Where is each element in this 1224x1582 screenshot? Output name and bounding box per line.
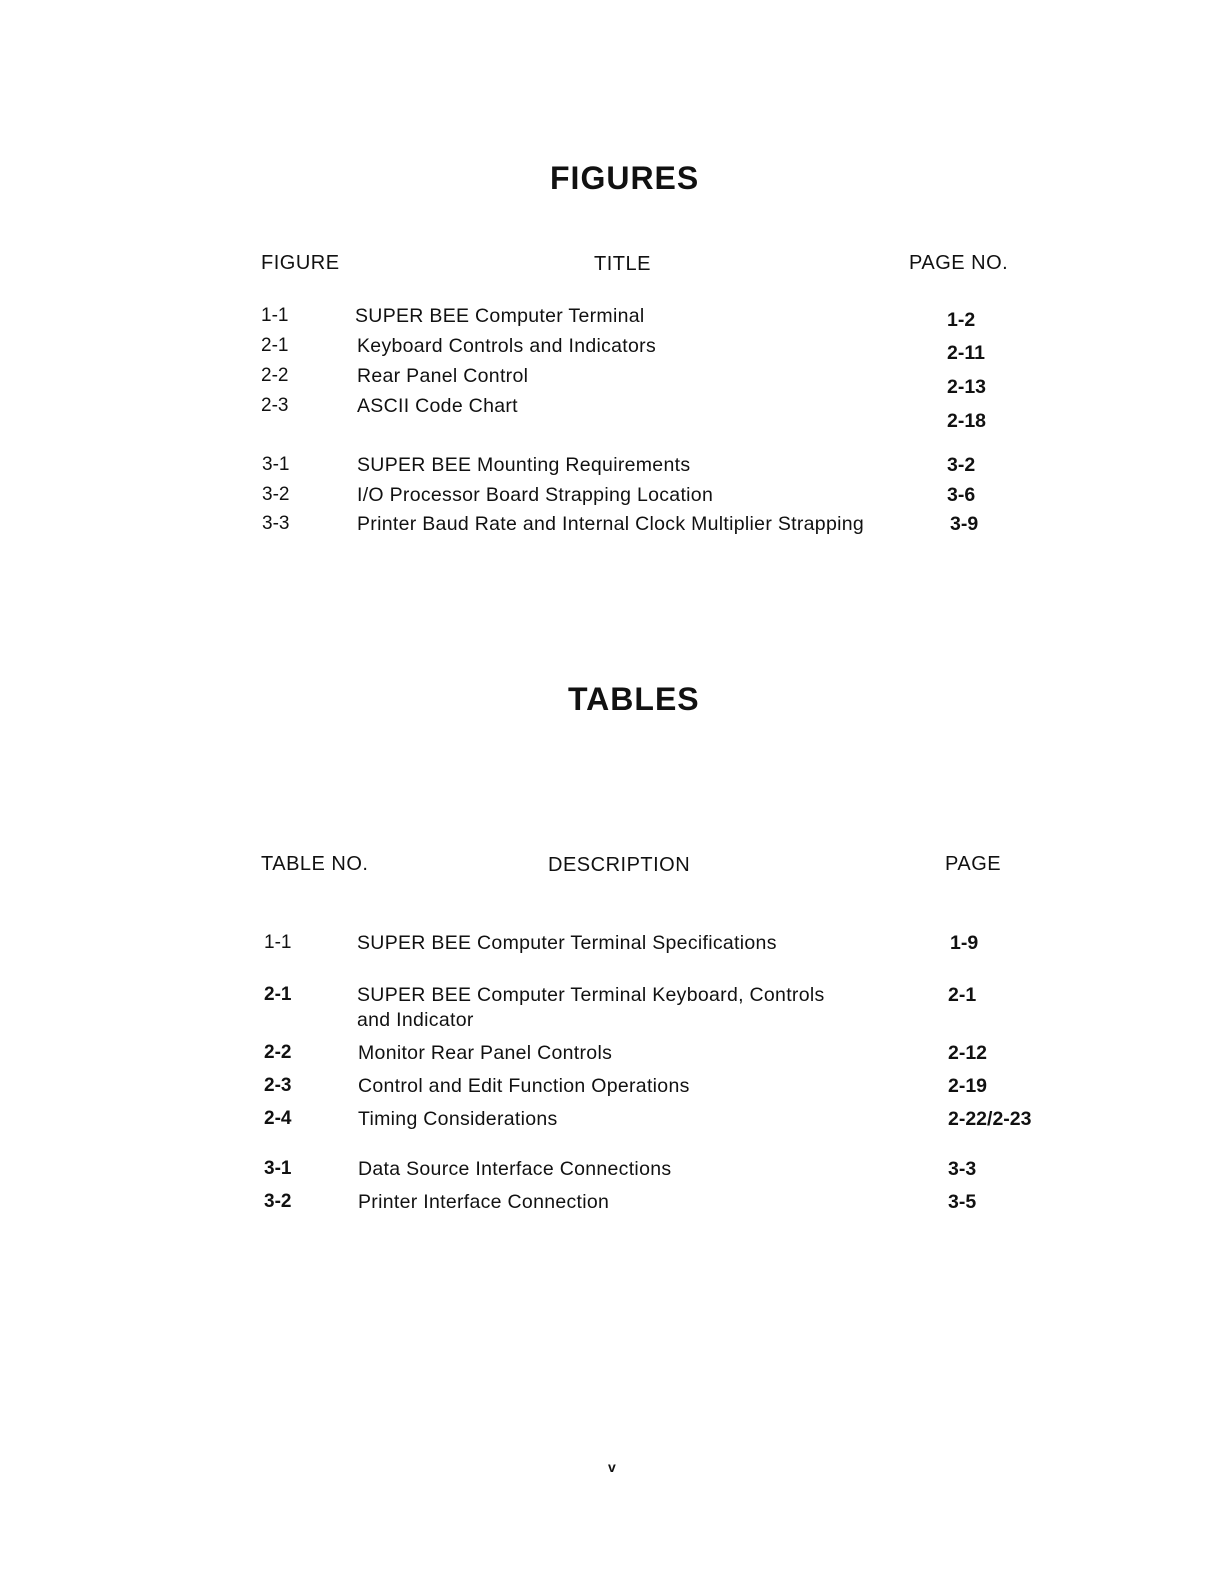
table-title: SUPER BEE Computer Terminal Specifications [357, 932, 777, 954]
figure-page: 1-2 [947, 309, 976, 331]
tables-column-table: TABLE NO. [261, 853, 369, 875]
table-title: Data Source Interface Connections [358, 1158, 672, 1180]
table-page: 3-5 [948, 1191, 977, 1213]
figure-page: 2-13 [947, 376, 987, 398]
figure-number: 2-2 [261, 365, 289, 386]
figure-page: 3-9 [950, 513, 979, 535]
figure-number: 3-1 [262, 454, 290, 475]
table-number: 1-1 [264, 932, 292, 953]
tables-heading: TABLES [568, 681, 700, 717]
figure-page: 2-11 [947, 342, 985, 364]
table-title: Timing Considerations [358, 1108, 558, 1130]
figure-title: SUPER BEE Computer Terminal [355, 305, 645, 327]
figure-number: 2-1 [261, 335, 289, 356]
table-title: Printer Interface Connection [358, 1191, 610, 1213]
figures-column-title: TITLE [594, 253, 651, 275]
table-number: 2-1 [264, 984, 292, 1005]
figure-page: 3-6 [947, 484, 976, 506]
tables-column-page: PAGE [945, 853, 1002, 875]
figure-number: 2-3 [261, 395, 289, 416]
page-number-footer: v [608, 1459, 616, 1475]
table-page: 2-12 [948, 1042, 988, 1064]
figures-heading: FIGURES [550, 160, 700, 196]
figure-title: Printer Baud Rate and Internal Clock Multiplier Strapping [357, 513, 865, 535]
figure-title: Rear Panel Control [357, 365, 529, 387]
figure-title: ASCII Code Chart [357, 395, 518, 417]
figure-title: Keyboard Controls and Indicators [357, 335, 657, 357]
figure-page: 2-18 [947, 410, 987, 432]
figure-number: 1-1 [261, 305, 289, 326]
table-number: 2-3 [264, 1075, 292, 1096]
figures-column-page: PAGE NO. [909, 252, 1009, 274]
table-number: 3-2 [264, 1191, 292, 1212]
table-title: Monitor Rear Panel Controls [358, 1042, 613, 1064]
table-number: 2-4 [264, 1108, 292, 1129]
table-page: 2-1 [948, 984, 977, 1006]
table-page: 1-9 [950, 932, 979, 954]
table-title-continuation: and Indicator [357, 1009, 474, 1031]
figure-page: 3-2 [947, 454, 976, 476]
tables-column-description: DESCRIPTION [548, 854, 691, 876]
figure-title: I/O Processor Board Strapping Location [357, 484, 714, 506]
table-page: 3-3 [948, 1158, 977, 1180]
figure-number: 3-3 [262, 513, 290, 534]
table-title: Control and Edit Function Operations [358, 1075, 690, 1097]
table-page: 2-19 [948, 1075, 988, 1097]
table-number: 2-2 [264, 1042, 292, 1063]
table-number: 3-1 [264, 1158, 292, 1179]
table-title: SUPER BEE Computer Terminal Keyboard, Controls [357, 984, 825, 1006]
table-page: 2-22/2-23 [948, 1108, 1032, 1130]
figure-title: SUPER BEE Mounting Requirements [357, 454, 691, 476]
figures-column-figure: FIGURE [261, 252, 340, 274]
figure-number: 3-2 [262, 484, 290, 505]
